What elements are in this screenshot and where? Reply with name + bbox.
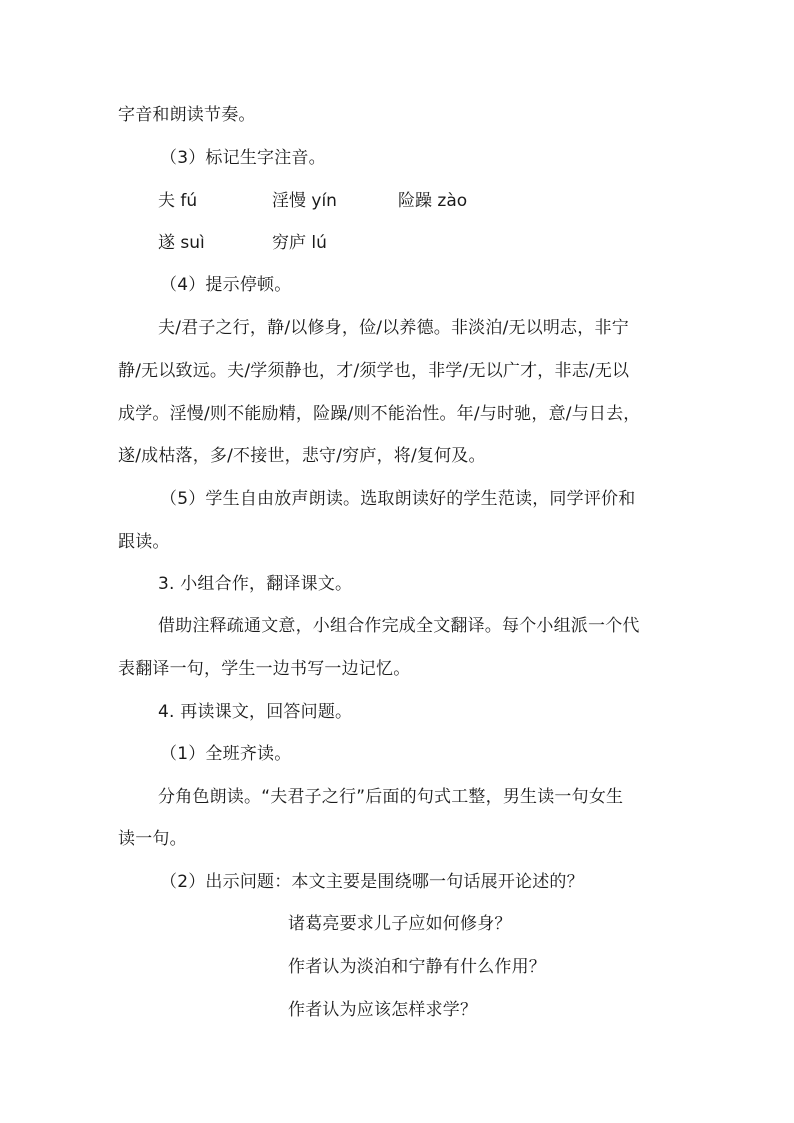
question-item: 诸葛亮要求儿子应如何修身？ [288,914,512,934]
text-line: （2）出示问题：本文主要是围绕哪一句话展开论述的？ [160,872,584,892]
text-line: 静/无以致远。夫/学须静也，才/须学也，非学/无以广才，非志/无以 [118,361,630,381]
text-line: （5）学生自由放声朗读。选取朗读好的学生范读，同学评价和 [160,489,636,509]
text-line: （1）全班齐读。 [160,744,292,764]
text-line: 遂/成枯落，多/不接世，悲守/穷庐，将/复何及。 [118,446,486,466]
subheading-pauses: （4）提示停顿。 [160,275,292,295]
section-heading-reread: 4. 再读课文，回答问题。 [158,702,353,722]
pinyin-row [0,231,794,255]
question-item: 作者认为应该怎样求学？ [288,1000,478,1020]
text-line: 读一句。 [118,829,187,849]
subheading-mark-pinyin: （3）标记生字注音。 [160,148,326,168]
pinyin-row [0,189,794,213]
text-line: 分角色朗读。“夫君子之行”后面的句式工整，男生读一句女生 [158,787,624,807]
pinyin-item: 夫 fú [158,191,198,211]
pinyin-item: 险躁 zào [398,191,468,211]
text-line: 夫/君子之行，静/以修身，俭/以养德。非淡泊/无以明志，非宁 [158,318,629,338]
question-item: 作者认为淡泊和宁静有什么作用？ [288,957,546,977]
text-line: 表翻译一句，学生一边书写一边记忆。 [118,659,411,679]
pinyin-item: 淫慢 yín [272,191,337,211]
text-line: 借助注释疏通文意，小组合作完成全文翻译。每个小组派一个代 [158,616,640,636]
text-line: 成学。淫慢/则不能励精，险躁/则不能治性。年/与时驰，意/与日去， [118,404,641,424]
text-line: 跟读。 [118,532,170,552]
section-heading-translate: 3. 小组合作，翻译课文。 [158,574,353,594]
pinyin-item: 穷庐 lú [272,233,327,253]
pinyin-item: 遂 suì [158,233,205,253]
text-line: 字音和朗读节奏。 [118,105,256,125]
